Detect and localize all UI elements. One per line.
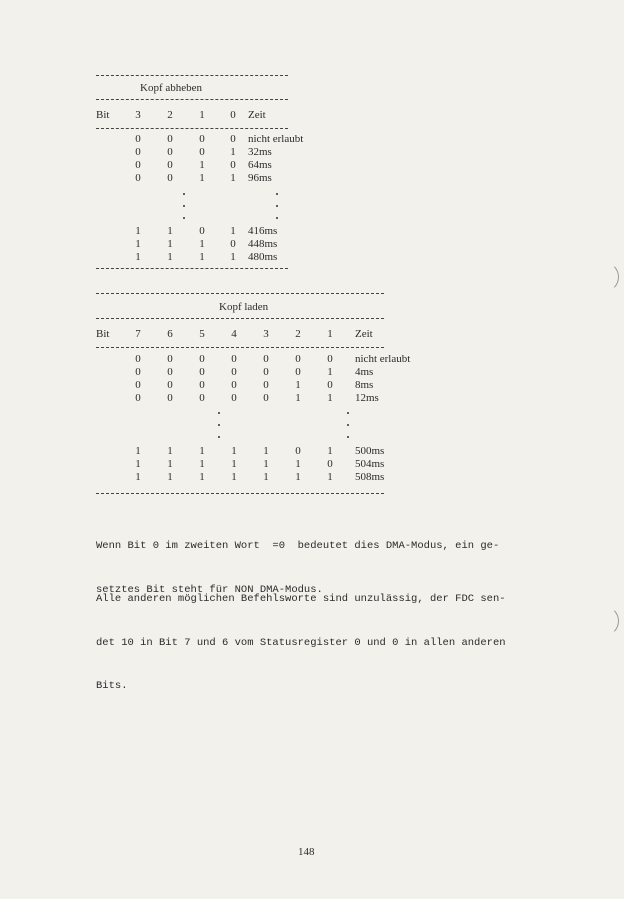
divider [96,128,288,129]
ellipsis-dot [347,412,349,414]
table-cell: 1 [167,458,173,470]
header-cell: 7 [135,328,141,340]
divider [96,493,384,494]
table-cell: 0 [231,353,237,365]
table-cell: 0 [230,238,236,250]
table-cell: 1 [263,458,269,470]
ellipsis-dot [218,436,220,438]
ellipsis-dot [183,193,185,195]
text-line: Bits. [96,680,128,692]
table-cell: 1 [199,471,205,483]
table-cell: 1 [263,445,269,457]
table-cell: 0 [295,353,301,365]
divider [96,75,288,76]
table-cell: 0 [167,353,173,365]
header-cell: 1 [327,328,333,340]
table-cell: 0 [135,392,141,404]
table-cell: nicht erlaubt [355,353,411,365]
table-cell: 0 [231,392,237,404]
table-cell: 1 [135,225,141,237]
table-cell: 0 [230,159,236,171]
table-cell: 1 [167,471,173,483]
table-cell: 0 [295,445,301,457]
table-cell: 0 [135,379,141,391]
divider [96,318,384,319]
table-cell: 0 [263,366,269,378]
table-cell: 1 [167,445,173,457]
table-cell: 0 [167,392,173,404]
table-cell: 0 [167,159,173,171]
table-cell: 504ms [355,458,385,470]
page-number: 148 [298,846,315,858]
table-cell: 480ms [248,251,278,263]
table-title: Kopf abheben [140,82,203,94]
ellipsis-dot [218,424,220,426]
table-cell: 0 [231,379,237,391]
ellipsis-dot [183,205,185,207]
table-cell: 1 [295,392,301,404]
table-cell: 1 [327,392,333,404]
table-cell: 1 [199,251,205,263]
table-cell: 1 [230,146,236,158]
table-cell: 64ms [248,159,272,171]
ellipsis-dot [218,412,220,414]
ellipsis-dot [183,217,185,219]
punch-hole-mark [590,262,619,292]
text-line: Alle anderen möglichen Befehlsworte sind unzulässig, der FDC sen- [96,593,506,605]
table-cell: 0 [230,133,236,145]
header-cell: Zeit [355,328,373,340]
ellipsis-dot [276,193,278,195]
table-cell: 0 [231,366,237,378]
table-cell: 1 [327,445,333,457]
table-cell: 1 [230,172,236,184]
ellipsis-dot [347,436,349,438]
header-cell: 3 [263,328,269,340]
table-cell: 0 [135,366,141,378]
table-cell: 0 [135,133,141,145]
table-cell: 1 [135,445,141,457]
header-cell: Zeit [248,109,266,121]
table-cell: 12ms [355,392,379,404]
table-cell: 416ms [248,225,278,237]
table-cell: nicht erlaubt [248,133,304,145]
table-cell: 1 [231,471,237,483]
table-cell: 0 [199,225,205,237]
table-cell: 1 [327,366,333,378]
header-cell: 0 [230,109,236,121]
table-cell: 0 [167,379,173,391]
ellipsis-dot [276,217,278,219]
table-cell: 0 [167,172,173,184]
table-cell: 1 [231,458,237,470]
table-cell: 0 [263,392,269,404]
table-cell: 1 [230,251,236,263]
table-cell: 1 [199,172,205,184]
table-cell: 1 [199,159,205,171]
table-cell: 1 [135,458,141,470]
table-cell: 1 [199,238,205,250]
ellipsis-dot [347,424,349,426]
table-cell: 1 [167,238,173,250]
table-cell: 1 [135,238,141,250]
table-cell: 500ms [355,445,385,457]
table-cell: 448ms [248,238,278,250]
table-cell: 0 [327,379,333,391]
header-cell: 5 [199,328,205,340]
table-cell: 0 [199,133,205,145]
table-cell: 0 [167,146,173,158]
header-cell: 6 [167,328,173,340]
table-cell: 0 [199,379,205,391]
text-line: setztes Bit steht für NON DMA-Modus. [96,583,323,596]
header-cell: 4 [231,328,237,340]
table-cell: 1 [199,458,205,470]
table-cell: 0 [135,353,141,365]
table-cell: 0 [263,353,269,365]
header-cell: Bit [96,328,110,340]
table-cell: 1 [295,379,301,391]
header-cell: Bit [96,109,110,121]
table-cell: 1 [230,225,236,237]
divider [96,268,288,269]
table-title: Kopf laden [219,301,269,313]
punch-hole-mark [590,606,619,636]
table-cell: 0 [167,366,173,378]
divider [96,293,384,294]
table-cell: 1 [135,251,141,263]
header-cell: 1 [199,109,205,121]
ellipsis-dot [276,205,278,207]
table-cell: 0 [135,172,141,184]
table-cell: 0 [327,353,333,365]
divider [96,347,384,348]
table-cell: 1 [199,445,205,457]
table-cell: 1 [327,471,333,483]
table-cell: 96ms [248,172,272,184]
table-cell: 4ms [355,366,374,378]
divider [96,99,288,100]
table-cell: 0 [295,366,301,378]
table-cell: 1 [263,471,269,483]
table-cell: 32ms [248,146,272,158]
table-cell: 8ms [355,379,374,391]
table-cell: 1 [295,458,301,470]
table-cell: 0 [327,458,333,470]
table-cell: 0 [199,392,205,404]
text-line: det 10 in Bit 7 und 6 vom Statusregister 0 und 0 in allen anderen [96,636,506,649]
table-cell: 1 [167,225,173,237]
header-cell: 2 [167,109,173,121]
table-cell: 0 [199,366,205,378]
table-cell: 0 [263,379,269,391]
table-cell: 1 [231,445,237,457]
header-cell: 3 [135,109,141,121]
table-cell: 0 [167,133,173,145]
table-cell: 508ms [355,471,385,483]
table-cell: 1 [167,251,173,263]
paragraph-befehlsworte [96,563,520,723]
table-cell: 1 [135,471,141,483]
header-cell: 2 [295,328,301,340]
table-cell: 0 [135,146,141,158]
table-cell: 0 [135,159,141,171]
table-cell: 0 [199,353,205,365]
table-cell: 1 [295,471,301,483]
table-cell: 0 [199,146,205,158]
text-line: Wenn Bit 0 im zweiten Wort =0 bedeutet dies DMA-Modus, ein ge- [96,540,500,552]
